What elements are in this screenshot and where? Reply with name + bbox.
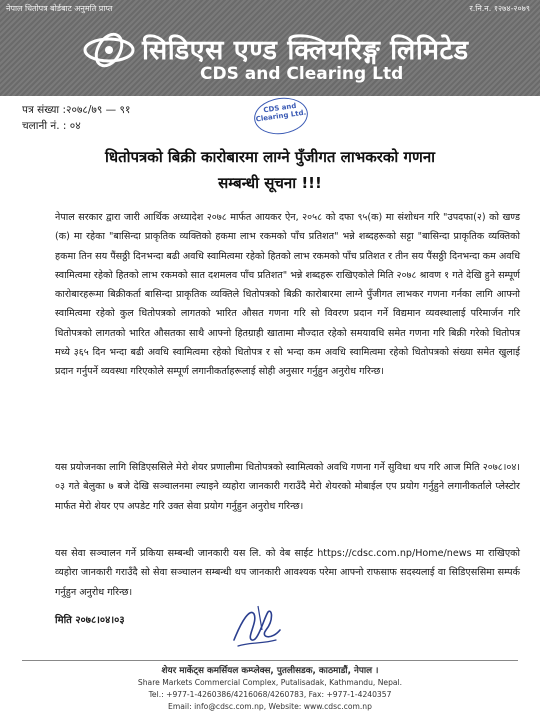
notice-title-line2: सम्बन्धी सूचना !!! xyxy=(218,174,322,192)
footer-phones: Tel.: +977-1-4260386/4216068/4260783, Fax: +977-1-4240357 xyxy=(148,690,392,699)
stamp-text: CDS and Clearing Ltd. xyxy=(255,101,307,124)
board-approval-note: नेपाल धितोपत्र बोर्डबाट अनुमति प्राप्त xyxy=(6,4,113,13)
registration-number: र.नि.न. १२७४-२०७९ xyxy=(469,4,530,13)
footer-address-english: Share Markets Commercial Complex, Putalisadak, Kathmandu, Nepal. xyxy=(137,678,403,687)
footer-divider xyxy=(22,660,518,661)
notice-title-line1: धितोपत्रको बिक्री कारोबारमा लाग्ने पुँजीगत लाभकरको गणना xyxy=(104,148,436,166)
company-stamp xyxy=(252,94,310,137)
footer-address-nepali: शेयर मार्केट्स कमर्सियल कम्प्लेक्स, पुतलीसडक, काठमाडौं, नेपाल । xyxy=(161,666,379,676)
notice-paragraph-3: यस सेवा सञ्चालन गर्ने प्रकिया सम्बन्धी जानकारी यस लि. को वेब साईट https://cdsc.com.np/Home/news मा राखिएको व्यहोरा जानकारी गराउँदै सो सेवा सञ्चालन सम्बन्धी थप जानकारी आवश्यक परेमा आफ्नो राफसाफ सदस्यलाई वा सिडिएससिमा सम्पर्क गर्नुहुन अनुरोध गरिन्छ। xyxy=(55,548,520,598)
notice-paragraph-2: यस प्रयोजनका लागि सिडिएससिले मेरो शेयर प्रणालीमा धितोपत्रको स्वामित्वको अवधि गणना गर्ने सुविधा थप गरि आज मिति २०७८।०४।०३ गते बेलुका ७ बजे देखि सञ्चालनमा ल्याइने व्यहोरा जानकारी गराउँदै मेरो शेयरको मोबाईल एप प्रयोग गर्नुहुने लगानीकर्ताले प्लेस्टोर मार्फत मेरो शेयर एप अपडेट गरि उक्त सेवा प्रयोग गर्नुहुन अनुरोध गरिन्छ। xyxy=(55,462,520,512)
letterhead-banner xyxy=(0,0,540,96)
notice-date: मिति २०७८।०४।०३ xyxy=(55,615,125,626)
dispatch-number: चलानी नं. : ०४ xyxy=(22,120,81,132)
company-name-english: CDS and Clearing Ltd xyxy=(200,64,404,84)
cds-logo-icon xyxy=(82,30,136,70)
company-name-nepali: सिडिएस एण्ड क्लियरिङ्ग लिमिटेड xyxy=(142,35,469,66)
letter-number: पत्र संख्या :२०७८/७९ — ९१ xyxy=(22,104,131,116)
footer-contact: Email: info@cdsc.com.np, Website: www.cdsc.com.np xyxy=(168,702,372,711)
signature-icon xyxy=(228,600,284,652)
notice-paragraph-1: नेपाल सरकार द्वारा जारी आर्थिक अध्यादेश २०७८ मार्फत आयकर ऐन, २०५८ को दफा ९५(क) मा संशोधन गरि "उपदफा(२) को खण्ड (क) मा रहेका "बासिन्दा प्राकृतिक व्यक्तिको हकमा लाभ रकमको पाँच प्रतिशत" भन्ने शब्दहरूको सट्टा "बासिन्दा प्राकृतिक व्यक्तिको हकमा तिन सय पैंसठ्ठी दिनभन्दा बढी अवधि स्वामित्वमा रहेको हितको लाभ रकमको पाँच प्रतिशत र तीन सय पैंसठ्ठी दिनभन्दा कम अवधि स्वामित्वमा रहेको हितको लाभ रकमको सात दशमलव पाँच प्रतिशत" भन्ने शब्दहरू राखिएकोले मिति २०७८ श्रावण १ गते देखि हुने सम्पूर्ण कारोबारहरूमा बिक्रीकर्ता बासिन्दा प्राकृतिक व्यक्तिले धितोपत्रको बिक्री कारोबारमा लाग्ने पुँजीगत लाभकर गणना गर्नका लागि आफ्नो स्वामित्वमा रहेको कुल धितोपत्रको लागतको भारित औसत गणना गरि सो विवरण प्रदान गर्ने विद्यमान व्यवस्थालाई परिमार्जन गरि धितोपत्रको लागतको भारित औसतका साथै आफ्नो हितग्राही खातामा मौज्दात रहेको समयावधि समेत गणना गरि बिक्री गरेको धितोपत्र मध्ये ३६५ दिन भन्दा बढी अवधि स्वामित्वमा रहेको धितोपत्र र सो भन्दा कम अवधि स्वामित्वमा रहेको धितोपत्रको संख्या समेत खुलाई प्रदान गर्नुपर्ने व्यवस्था गरिएकोले सम्पूर्ण लगानीकर्ताहरूलाई सोही अनुसार गर्नुहुन अनुरोध गरिन्छ। xyxy=(55,212,520,378)
